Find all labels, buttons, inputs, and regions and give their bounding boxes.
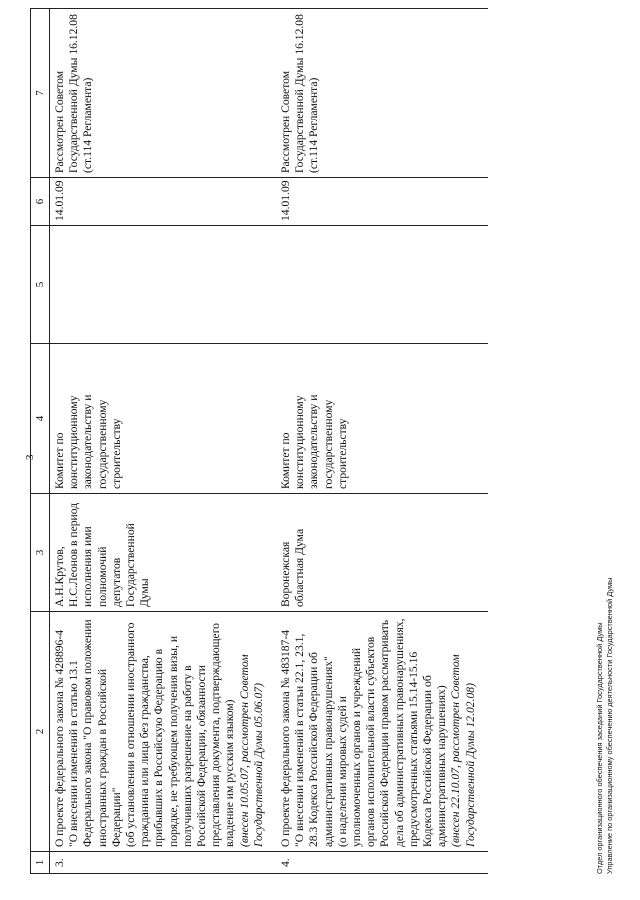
bill-subject: (об установлении в отношении иностранного гражданина или лица без гражданства, прибывших в Российскую Федерацию в порядке, не требующем получения визы, и получивших разрешение на работу в Российской Федерации, обязанности представления документа, подтверждающего владение им русским языком) (124, 622, 237, 847)
decision-cell: Рассмотрен Советом Государственной Думы 16.12.08 (ст.114 Регламента) (276, 9, 488, 178)
column-header: 4 (31, 344, 50, 494)
header-row (31, 9, 50, 874)
bill-title: О проекте федерального закона № 428896-4 "О внесении изменений в статью 13.1 Федерального закона "О правовом положении иностранных граждан в Российской Федерации" (53, 619, 123, 847)
footer-line: Отдел организационного обеспечения заседаний Государственной Думы (595, 622, 604, 874)
agenda-table (30, 8, 488, 874)
decision-cell: Рассмотрен Советом Государственной Думы 16.12.08 (ст.114 Регламента) (50, 9, 277, 178)
footer (595, 578, 615, 874)
empty-cell (50, 226, 277, 344)
column-header: 3 (31, 494, 50, 612)
column-header: 5 (31, 226, 50, 344)
column-header: 7 (31, 9, 50, 178)
date-cell: 14.01.09 (50, 178, 277, 226)
footer-line: Управление по организационному обеспечению деятельности Государственной Думы (605, 577, 614, 874)
rotated-page (10, 10, 630, 890)
date-cell: 14.01.09 (276, 178, 488, 226)
bill-cell (50, 612, 277, 852)
column-header: 2 (31, 612, 50, 852)
table-row (276, 9, 488, 874)
bill-subject: (о наделении мировых судей и уполномоченных органов и учреждений органов исполнительной власти субъектов Российской Федерации правом рассматривать дела об административных правонарушениях, предусмотренных статьями 15.14-15.16 Кодекса Российской Федерации об административных нарушениях) (335, 618, 449, 847)
committee-cell: Комитет по конституционному законодательству и государственному строительству (50, 344, 277, 494)
bill-note: (внесен 22.10.07, рассмотрен Советом Государственной Думы 12.02.08) (449, 654, 477, 847)
initiator-cell: Воронежская областная Дума (276, 494, 488, 612)
bill-cell (276, 612, 488, 852)
page-number: 3 (24, 454, 36, 460)
committee-cell: Комитет по конституционному законодательству и государственному строительству (276, 344, 488, 494)
row-number: 3. (50, 852, 277, 874)
row-number: 4. (276, 852, 488, 874)
initiator-cell: А.Н.Крутов, Н.С.Леонов в период исполнения ими полномочий депутатов Государственной Думы (50, 494, 277, 612)
bill-title: О проекте федерального закона № 483187-4 "О внесении изменений в статьи 22.1, 23.1, 28.3 Кодекса Российской Федерации об административных правонарушениях" (279, 630, 335, 847)
column-header: 1 (31, 852, 50, 874)
table-row (50, 9, 277, 874)
column-header: 6 (31, 178, 50, 226)
empty-cell (276, 226, 488, 344)
bill-note: (внесен 10.05.07, рассмотрен Советом Государственной Думы 05.06.07) (237, 654, 265, 847)
